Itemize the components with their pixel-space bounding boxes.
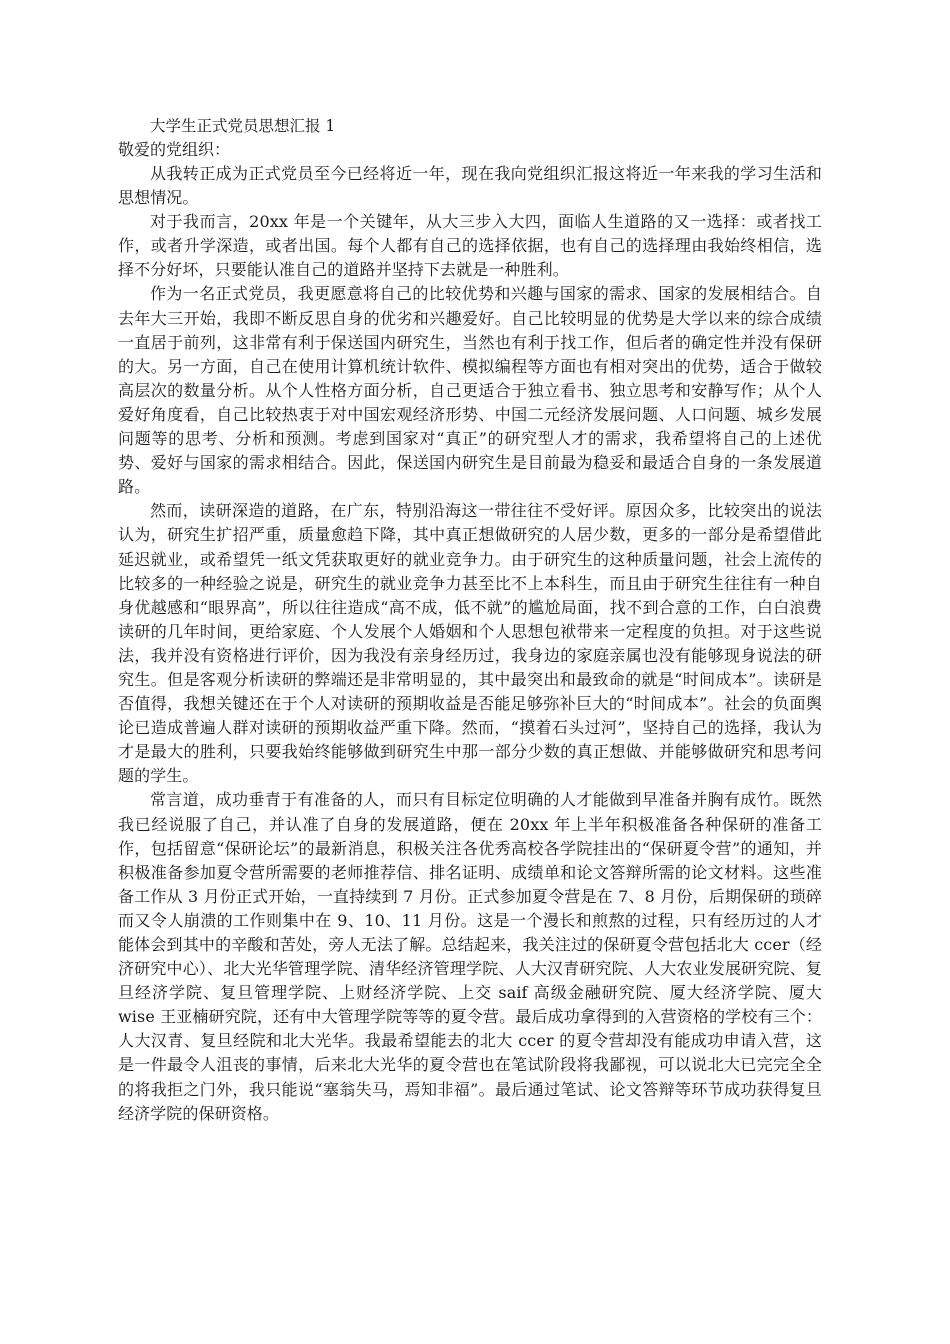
paragraph-strengths: 作为一名正式党员，我更愿意将自己的比较优势和兴趣与国家的需求、国家的发展相结合。自去年大三开始，我即不断反思自身的优劣和兴趣爱好。自己比较明显的优势是大学以来的综合成绩一直居于前列，这非常有利于保送国内研究生，当然也有利于找工作，但后者的确定性并没有保研的大。另一方面，自己在使用计算机统计软件、模拟编程等方面也有相对突出的优势，适合于做较高层次的数量分析。从个人性格方面分析，自己更适合于独立看书、独立思考和安静写作；从个人爱好角度看，自己比较热衷于对中国宏观经济形势、中国二元经济发展问题、人口问题、城乡发展问题等的思考、分析和预测。考虑到国家对“真正”的研究型人才的需求，我希望将自己的上述优势、爱好与国家的需求相结合。因此，保送国内研究生是目前最为稳妥和最适合自身的一条发展道路。 <box>118 284 822 497</box>
paragraph-graduate-study: 然而，读研深造的道路，在广东，特别沿海这一带往往不受好评。原因众多，比较突出的说法认为，研究生扩招严重，质量愈趋下降，其中真正想做研究的人居少数，更多的一部分是希望借此延迟就业，或希望凭一纸文凭获取更好的就业竞争力。由于研究生的这种质量问题，社会上流传的比较多的一种经验之说是，研究生的就业竞争力甚至比不上本科生，而且由于研究生往往有一种自身优越感和“眼界高”，所以往往造成“高不成，低不就”的尴尬局面，找不到合意的工作，白白浪费读研的几年时间，更给家庭、个人发展个人婚姻和个人思想包袱带来一定程度的负担。对于这些说法，我并没有资格进行评价，因为我没有亲身经历过，我身边的家庭亲属也没有能够现身说法的研究生。但是客观分析读研的弊端还是非常明显的，其中最突出和最致命的就是“时间成本”。读研是否值得，我想关键还在于个人对读研的预期收益是否能足够弥补巨大的“时间成本”。社会的负面舆论已造成普遍人群对读研的预期收益严重下降。然而，“摸着石头过河”，坚持自己的选择，我认为才是最大的胜利，只要我始终能够做到研究生中那一部分少数的真正想做、并能够做研究和思考问题的学生。 <box>118 501 822 786</box>
paragraph-choice: 对于我而言，20xx 年是一个关键年，从大三步入大四，面临人生道路的又一选择：或者找工作，或者升学深造，或者出国。每个人都有自己的选择依据，也有自己的选择理由我始终相信，选择不分好坏，只要能认准自己的道路并坚持下去就是一种胜利。 <box>118 212 822 280</box>
document-body <box>118 114 822 1126</box>
document-title: 大学生正式党员思想汇报 1 <box>150 117 336 135</box>
salutation: 敬爱的党组织： <box>118 140 231 159</box>
paragraph-intro: 从我转正成为正式党员至今已经将近一年，现在我向党组织汇报这将近一年来我的学习生活和思想情况。 <box>118 164 822 208</box>
paragraph-preparation: 常言道，成功垂青于有准备的人，而只有目标定位明确的人才能做到早准备并胸有成竹。既然我已经说服了自己，并认准了自身的发展道路，便在 20xx 年上半年积极准备各种保研的准备工作，包括留意“保研论坛”的最新消息，积极关注各优秀高校各学院挂出的“保研夏令营”的通知，并积极准备参加夏令营所需要的老师推荐信、排名证明、成绩单和论文答辩所需的论文材料。这些准备工作从 3 月份正式开始，一直持续到 7 月份。正式参加夏令营是在 7、8 月份，后期保研的琐碎而又令人崩溃的工作则集中在 9、10、11 月份。这是一个漫长和煎熬的过程，只有经历过的人才能体会到其中的辛酸和苦处，旁人无法了解。总结起来，我关注过的保研夏令营包括北大 ccer（经济研究中心）、北大光华管理学院、清华经济管理学院、人大汉青研究院、人大农业发展研究院、复旦经济学院、复旦管理学院、上财经济学院、上交 saif 高级金融研究院、厦大经济学院、厦大 wise 王亚楠研究院，还有中大管理学院等等的夏令营。最后成功拿得到的入营资格的学校有三个：人大汉青、复旦经院和北大光华。我最希望能去的北大 ccer 的夏令营却没有能成功申请入营，这是一件最令人沮丧的事情，后来北大光华的夏令营也在笔试阶段将我鄙视，可以说北大已完完全全的将我拒之门外，我只能说“塞翁失马，焉知非福”。最后通过笔试、论文答辩等环节成功获得复旦经济学院的保研资格。 <box>118 790 822 1123</box>
